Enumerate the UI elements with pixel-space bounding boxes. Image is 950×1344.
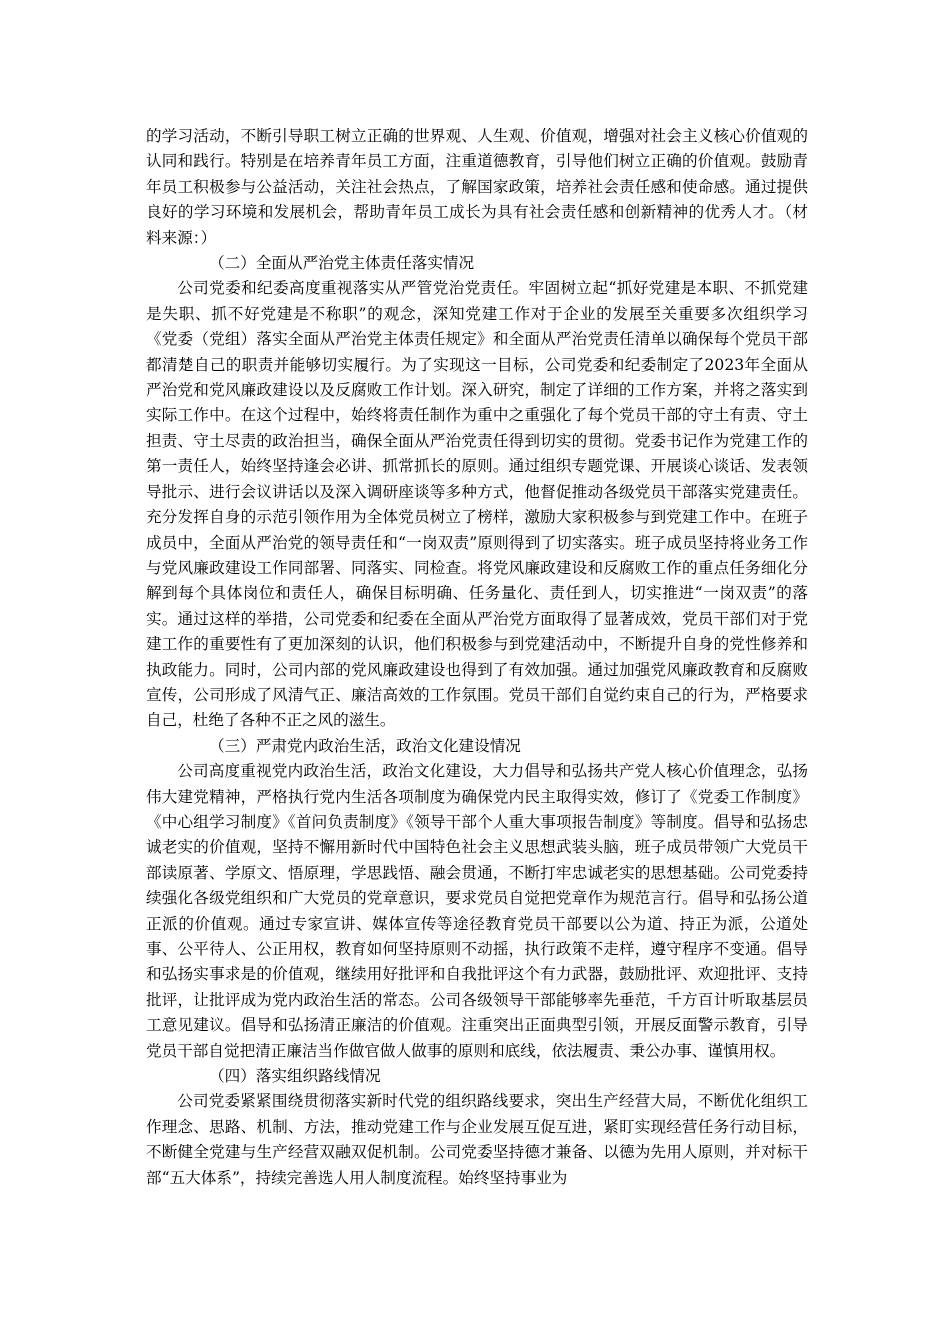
section-heading-2: （二）全面从严治党主体责任落实情况: [209, 254, 475, 273]
paragraph-political-life: 公司高度重视党内政治生活，政治文化建设，大力倡导和弘扬共产党人核心价值理念，弘扬伟大建党精神，严格执行党内生活各项制度为确保党内民主取得实效，修订了《党委工作制度》《中心组学习制度》《首问负责制度》《领导干部个人重大事项报告制度》等制度。倡导和弘扬忠诚老实的价值观，坚持不懈用新时代中国特色社会主义思想武装头脑，班子成员带领广大党员干部读原著、学原文、悟原理，学思践悟、融会贯通，不断打牢忠诚老实的思想基础。公司党委持续强化各级党组织和广大党员的党章意识，要求党员自觉把党章作为规范言行。倡导和弘扬公道正派的价值观。通过专家宣讲、媒体宣传等途径教育党员干部要以公为道、持正为派，公道处事、公平待人、公正用权，教育如何坚持原则不动摇，执行政策不走样，遵守程序不变通。倡导和弘扬实事求是的价值观，继续用好批评和自我批评这个有力武器，鼓励批评、欢迎批评、支持批评，让批评成为党内政治生活的常态。公司各级领导干部能够率先垂范，千方百计听取基层员工意见建议。倡导和弘扬清正廉洁的价值观。注重突出正面典型引领，开展反面警示教育，引导党员干部自觉把清正廉洁当作做官做人做事的原则和底线，依法履责、秉公办事、谨慎用权。: [146, 762, 808, 1060]
paragraph-organization-line: 公司党委紧紧围绕贯彻落实新时代党的组织路线要求，突出生产经营大局，不断优化组织工作理念、思路、机制、方法，推动党建工作与企业发展互促互进，紧盯实现经营任务行动目标，不断健全党建与生产经营双融双促机制。公司党委坚持德才兼备、以德为先用人原则，并对标干部“五大体系”，持续完善选人用人制度流程。始终坚持事业为: [146, 1092, 808, 1187]
document-page: [146, 124, 808, 1191]
section-heading-4: （四）落实组织路线情况: [209, 1067, 381, 1086]
paragraph-youth-education: 的学习活动，不断引导职工树立正确的世界观、人生观、价值观，增强对社会主义核心价值观的认同和践行。特别是在培养青年员工方面，注重道德教育，引导他们树立正确的价值观。鼓励青年员工积极参与公益活动，关注社会热点，了解国家政策，培养社会责任感和使命感。通过提供良好的学习环境和发展机会，帮助青年员工成长为具有社会责任感和创新精神的优秀人才。（材料来源：）: [146, 127, 808, 247]
section-heading-3: （三）严肃党内政治生活，政治文化建设情况: [209, 736, 521, 755]
paragraph-party-responsibility: 公司党委和纪委高度重视落实从严管党治党责任。牢固树立起“抓好党建是本职、不抓党建是失职、抓不好党建是不称职”的观念，深知党建工作对于企业的发展至关重要多次组织学习《党委（党组）落实全面从严治党主体责任规定》和全面从严治党责任清单以确保每个党员干部都清楚自己的职责并能够切实履行。为了实现这一目标，公司党委和纪委制定了2023年全面从严治党和党风廉政建设以及反腐败工作计划。深入研究，制定了详细的工作方案，并将之落实到实际工作中。在这个过程中，始终将责任制作为重中之重强化了每个党员干部的守土有责、守土担责、守土尽责的政治担当，确保全面从严治党责任得到切实的贯彻。党委书记作为党建工作的第一责任人，始终坚持逢会必讲、抓常抓长的原则。通过组织专题党课、开展谈心谈话、发表领导批示、进行会议讲话以及深入调研座谈等多种方式，他督促推动各级党员干部落实党建责任。充分发挥自身的示范引领作用为全体党员树立了榜样，激励大家积极参与到党建工作中。在班子成员中，全面从严治党的领导责任和“一岗双责”原则得到了切实落实。班子成员坚持将业务工作与党风廉政建设工作同部署、同落实、同检查。将党风廉政建设和反腐败工作的重点任务细化分解到每个具体岗位和责任人，确保目标明确、任务量化、责任到人，切实推进“一岗双责”的落实。通过这样的举措，公司党委和纪委在全面从严治党方面取得了显著成效，党员干部们对于党建工作的重要性有了更加深刻的认识，他们积极参与到党建活动中，不断提升自身的党性修养和执政能力。同时，公司内部的党风廉政建设也得到了有效加强。通过加强党风廉政教育和反腐败宣传，公司形成了风清气正、廉洁高效的工作氛围。党员干部们自觉约束自己的行为，严格要求自己，杜绝了各种不正之风的滋生。: [146, 279, 808, 730]
